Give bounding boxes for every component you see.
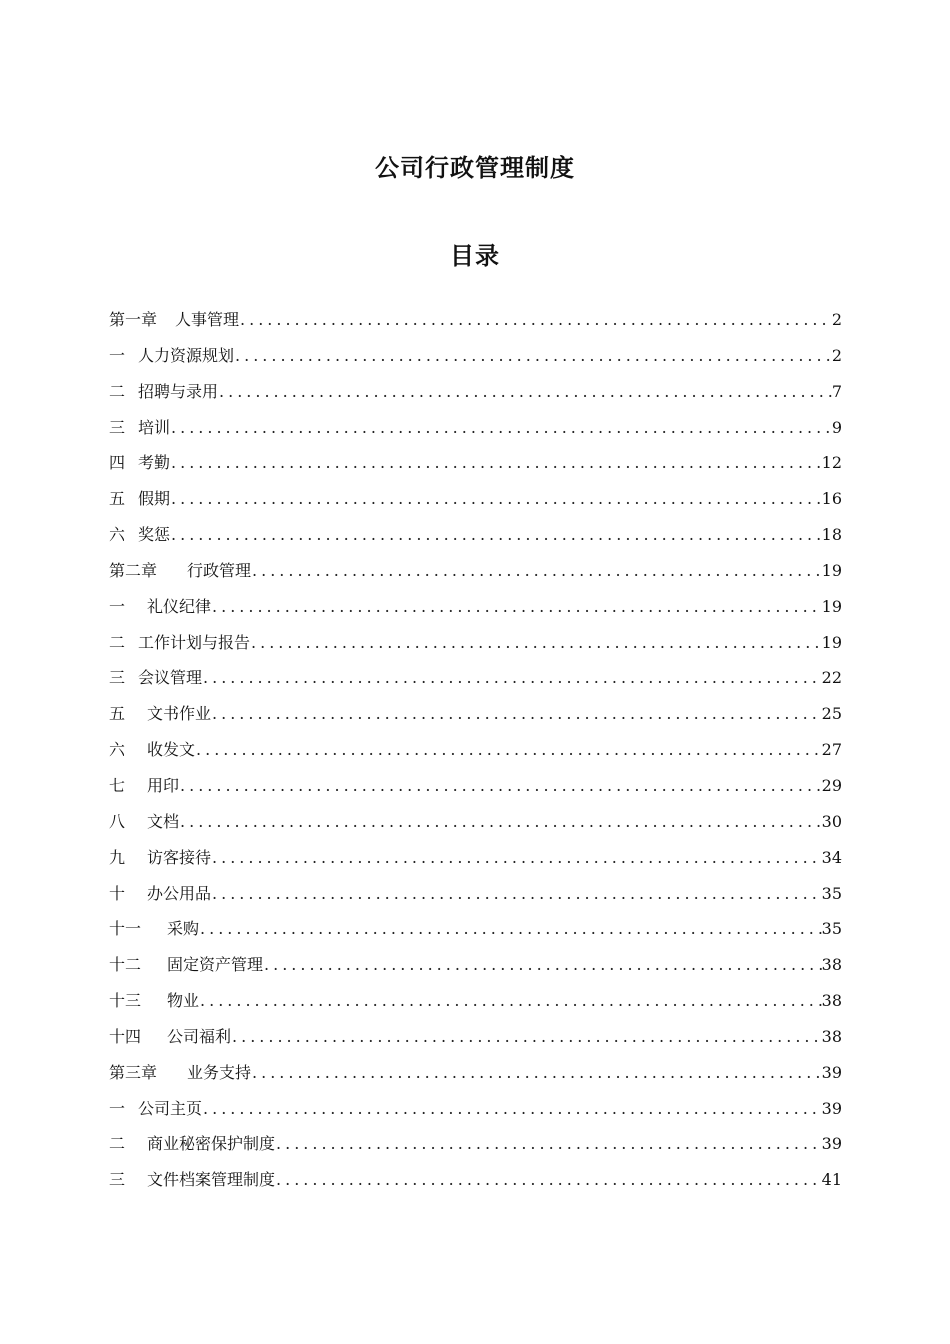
toc-entry[interactable] <box>109 947 842 983</box>
toc-entry-page: 9 <box>831 417 842 437</box>
toc-entry-number: 五 <box>109 704 126 724</box>
toc-entry-title: 考勤 <box>138 453 171 473</box>
toc-leader-dots <box>275 1126 822 1162</box>
toc-leader-dots <box>211 840 822 876</box>
toc-entry-number: 十 <box>109 883 126 903</box>
toc-entry-page: 2 <box>831 310 842 329</box>
toc-entry-title: 培训 <box>138 417 171 437</box>
toc-leader-dots <box>179 804 822 840</box>
toc-entry[interactable] <box>109 374 842 410</box>
toc-entry-number: 第二章 <box>109 560 158 580</box>
toc-entry-number: 二 <box>109 632 126 652</box>
toc-entry-title: 物业 <box>167 991 200 1011</box>
toc-entry[interactable] <box>109 840 842 876</box>
toc-entry-title: 业务支持 <box>187 1062 252 1082</box>
toc-entry-number: 五 <box>109 489 126 509</box>
toc-leader-dots <box>202 1091 822 1127</box>
table-of-contents <box>109 302 842 1198</box>
toc-entry-page: 35 <box>821 919 842 939</box>
toc-entry-number: 三 <box>109 1170 126 1190</box>
toc-entry-number: 第三章 <box>109 1062 158 1082</box>
toc-entry-title: 文档 <box>147 811 180 831</box>
toc-entry-title: 工作计划与报告 <box>138 632 251 652</box>
toc-entry-number: 十四 <box>109 1026 142 1046</box>
toc-entry-page: 38 <box>821 991 842 1011</box>
toc-entry-page: 41 <box>821 1170 842 1190</box>
toc-leader-dots <box>170 517 822 553</box>
toc-entry-title: 假期 <box>138 489 171 509</box>
toc-entry-page: 12 <box>821 453 842 473</box>
toc-entry-number: 七 <box>109 775 126 795</box>
toc-entry[interactable] <box>109 445 842 481</box>
toc-entry-title: 文书作业 <box>147 704 212 724</box>
toc-entry[interactable] <box>109 338 842 374</box>
toc-entry-title: 行政管理 <box>187 560 252 580</box>
toc-leader-dots <box>170 481 822 517</box>
toc-leader-dots <box>170 410 832 446</box>
toc-entry[interactable] <box>109 983 842 1019</box>
toc-entry-title: 招聘与录用 <box>138 381 219 401</box>
toc-entry-number: 九 <box>109 847 126 867</box>
toc-entry-number: 一 <box>109 596 126 616</box>
toc-entry[interactable] <box>109 876 842 912</box>
toc-entry-title: 公司福利 <box>167 1026 232 1046</box>
toc-leader-dots <box>195 732 822 768</box>
toc-entry-page: 34 <box>821 847 842 867</box>
toc-entry[interactable] <box>109 804 842 840</box>
toc-entry[interactable] <box>109 660 842 696</box>
toc-entry[interactable] <box>109 481 842 517</box>
toc-entry[interactable] <box>109 1019 842 1055</box>
toc-entry-number: 二 <box>109 381 126 401</box>
toc-leader-dots <box>199 983 822 1019</box>
toc-entry-title: 访客接待 <box>147 847 212 867</box>
toc-entry-number: 第一章 <box>109 310 158 329</box>
toc-leader-dots <box>234 338 832 374</box>
toc-entry-title: 奖惩 <box>138 525 171 545</box>
toc-entry-page: 39 <box>821 1098 842 1118</box>
toc-entry-page: 19 <box>821 596 842 616</box>
toc-leader-dots <box>202 660 822 696</box>
toc-entry-page: 7 <box>831 381 842 401</box>
toc-entry-page: 16 <box>821 489 842 509</box>
toc-entry-number: 六 <box>109 740 126 760</box>
toc-leader-dots <box>199 911 822 947</box>
toc-leader-dots <box>170 445 822 481</box>
toc-entry[interactable] <box>109 517 842 553</box>
toc-leader-dots <box>218 374 832 410</box>
toc-entry-number: 十二 <box>109 955 142 975</box>
toc-leader-dots <box>211 589 822 625</box>
toc-entry-page: 2 <box>831 345 842 365</box>
toc-entry-number: 一 <box>109 345 126 365</box>
toc-entry-title: 收发文 <box>147 740 196 760</box>
toc-entry-page: 39 <box>821 1134 842 1154</box>
toc-entry-page: 18 <box>821 525 842 545</box>
toc-entry[interactable] <box>109 696 842 732</box>
toc-leader-dots <box>250 625 822 661</box>
toc-leader-dots <box>211 696 822 732</box>
toc-heading: 目录 <box>450 242 500 270</box>
toc-entry-title: 会议管理 <box>138 668 203 688</box>
toc-entry[interactable] <box>109 732 842 768</box>
toc-entry[interactable] <box>109 1126 842 1162</box>
toc-entry-title: 公司主页 <box>138 1098 203 1118</box>
toc-entry-title: 用印 <box>147 775 180 795</box>
toc-entry-title: 人事管理 <box>175 310 240 329</box>
toc-entry[interactable] <box>109 1162 842 1198</box>
toc-entry-number: 四 <box>109 453 126 473</box>
toc-entry-number: 六 <box>109 525 126 545</box>
toc-entry-number: 三 <box>109 668 126 688</box>
toc-entry-page: 22 <box>821 668 842 688</box>
toc-entry-page: 19 <box>821 632 842 652</box>
toc-entry[interactable] <box>109 589 842 625</box>
toc-entry-number: 八 <box>109 811 126 831</box>
toc-entry-page: 19 <box>821 560 842 580</box>
toc-entry[interactable] <box>109 553 842 589</box>
toc-leader-dots <box>251 1055 822 1091</box>
toc-entry[interactable] <box>109 1055 842 1091</box>
toc-leader-dots <box>231 1019 822 1055</box>
toc-leader-dots <box>211 876 822 912</box>
toc-entry-title: 商业秘密保护制度 <box>147 1134 276 1154</box>
toc-entry-title: 礼仪纪律 <box>147 596 212 616</box>
toc-entry[interactable] <box>109 1091 842 1127</box>
toc-leader-dots <box>263 947 822 983</box>
toc-entry-number: 一 <box>109 1098 126 1118</box>
toc-entry-page: 35 <box>821 883 842 903</box>
toc-entry[interactable] <box>109 768 842 804</box>
toc-entry-number: 十一 <box>109 919 142 939</box>
toc-entry-title: 文件档案管理制度 <box>147 1170 276 1190</box>
toc-entry[interactable] <box>109 625 842 661</box>
toc-leader-dots <box>275 1162 822 1198</box>
document-title: 公司行政管理制度 <box>375 154 575 182</box>
toc-leader-dots <box>251 553 822 589</box>
toc-leader-dots <box>239 302 832 338</box>
toc-entry-page: 38 <box>821 1026 842 1046</box>
toc-entry-title: 固定资产管理 <box>167 955 264 975</box>
toc-entry[interactable] <box>109 911 842 947</box>
toc-entry-title: 办公用品 <box>147 883 212 903</box>
toc-entry[interactable] <box>109 302 842 338</box>
toc-entry-number: 三 <box>109 417 126 437</box>
toc-entry-page: 38 <box>821 955 842 975</box>
toc-entry-number: 二 <box>109 1134 126 1154</box>
toc-leader-dots <box>179 768 822 804</box>
toc-entry-page: 27 <box>821 740 842 760</box>
toc-entry-page: 30 <box>821 811 842 831</box>
toc-entry-page: 25 <box>821 704 842 724</box>
toc-entry[interactable] <box>109 410 842 446</box>
toc-entry-title: 人力资源规划 <box>138 345 235 365</box>
toc-entry-title: 采购 <box>167 919 200 939</box>
toc-entry-number: 十三 <box>109 991 142 1011</box>
toc-entry-page: 39 <box>821 1062 842 1082</box>
toc-entry-page: 29 <box>821 775 842 795</box>
